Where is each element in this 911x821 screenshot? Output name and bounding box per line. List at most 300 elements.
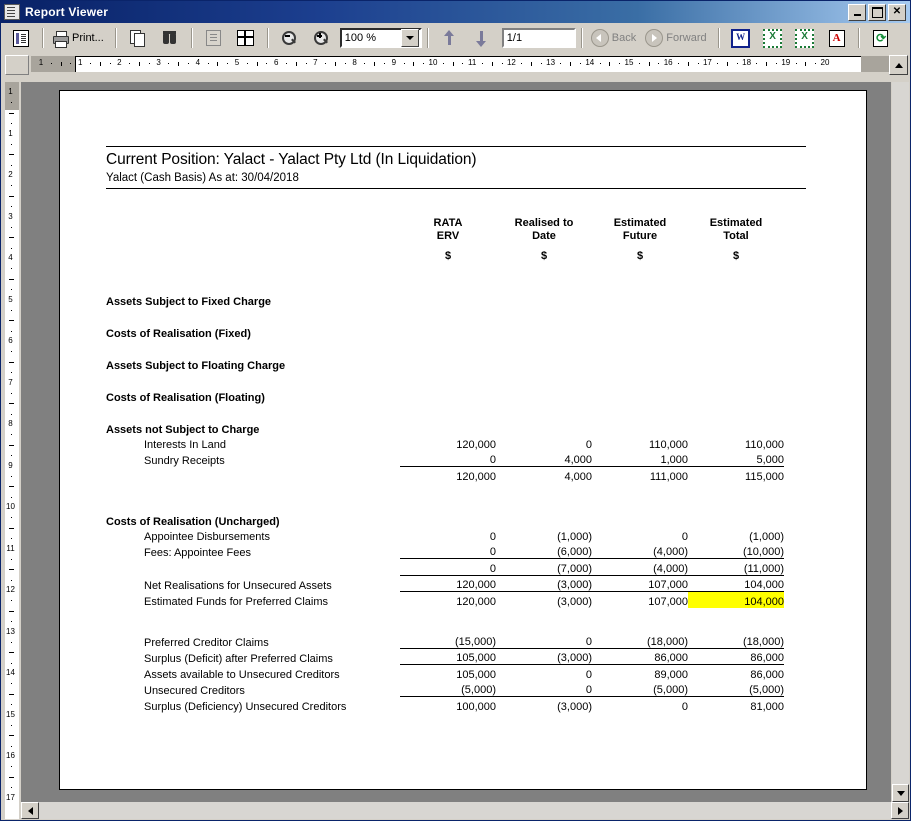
ruler-tick [11,538,12,539]
ruler-tick [9,569,14,570]
cell-value: 89,000 [592,665,688,681]
cell-value: 0 [585,636,592,649]
col2-line1: Estimated [613,217,667,229]
ruler-tick [11,559,12,560]
ruler-tick [756,63,757,64]
find-button[interactable] [154,25,186,51]
cell-value: (4,000) [653,546,688,559]
ruler-tick [11,206,12,207]
toolbar-separator [427,28,429,48]
export-word-button[interactable] [725,25,757,51]
section-label: Costs of Realisation (Floating) [106,391,265,404]
ruler-number: 13 [6,626,15,636]
row-label: Estimated Funds for Preferred Claims [144,595,329,608]
cell-value: 0 [681,531,688,544]
app-icon [4,4,20,20]
ruler-tick [306,63,307,64]
ruler-tick [188,63,189,64]
ruler-tick [502,63,503,64]
zoom-in-icon [313,30,330,47]
ruler-tick [11,621,12,622]
ruler-tick [9,486,14,487]
col3-unit: $ [732,250,740,262]
vertical-scrollbar[interactable] [891,82,909,802]
multi-page-grid-icon [237,30,254,46]
cell-value: (5,000) [749,684,784,697]
ruler-tick [374,62,375,66]
back-label: Back [611,32,637,44]
ruler-tick [9,403,14,404]
cell-value: 0 [489,531,496,544]
section-label: Assets not Subject to Charge [106,423,260,436]
ruler-tick [619,63,620,64]
ruler-tick [149,63,150,64]
cell-value: (11,000) [688,559,784,575]
ruler-number: 17 [702,58,712,67]
ruler-tick [600,63,601,64]
ruler-tick [9,694,14,695]
refresh-icon [873,30,888,47]
ruler-number: 10 [428,58,438,67]
cell-value: (3,000) [496,575,592,591]
ruler-number: 4 [195,58,201,67]
title-bar [1,1,910,23]
word-glyph: W [736,31,746,42]
cell-value: (15,000) [455,636,496,649]
cell-value: (1,000) [557,531,592,544]
cell-value: 5,000 [756,454,784,467]
export-excel-data-button[interactable] [789,25,821,51]
horizontal-scroll-track[interactable] [39,802,891,819]
cell-value: (1,000) [749,531,784,544]
ruler-tick [11,102,12,103]
ruler-number: 15 [6,709,15,719]
ruler-tick [453,62,454,66]
toolbar-separator [42,28,44,48]
table-row-subtotal [106,467,784,483]
horizontal-scrollbar[interactable] [21,802,909,819]
report-title: Current Position: Yalact - Yalact Pty Ltd (In Liquidation) [106,146,806,170]
ruler-tick [11,766,12,767]
ruler-tick [805,62,806,66]
ruler-number: 8 [8,419,13,428]
ruler-number: 9 [8,460,13,470]
ruler-tick [11,393,12,394]
ruler-tick [9,611,14,612]
single-page-view-button[interactable] [198,25,230,51]
report-page [59,90,867,790]
ruler-number: 1 [8,128,13,138]
ruler-tick [11,704,12,705]
zoom-level-input[interactable] [342,32,397,44]
refresh-glyph: ⟳ [876,30,887,45]
ruler-number: 17 [6,792,15,802]
col3-line1: Estimated [709,217,763,229]
ruler-number: 11 [6,543,15,553]
ruler-tick [11,600,12,601]
ruler-tick [11,787,12,788]
cell-value: (3,000) [496,592,592,608]
printer-icon [52,31,69,46]
cell-value: (4,000) [592,559,688,575]
next-page-button[interactable] [466,25,498,51]
cell-value: 105,000 [400,665,496,681]
ruler-tick [11,185,12,186]
ruler-tick [11,165,12,166]
minimize-button[interactable] [848,4,866,21]
zoom-in-button[interactable] [306,25,338,51]
col0-line2: ERV [436,229,460,242]
cell-value: 120,000 [400,467,496,483]
horizontal-ruler[interactable] [31,56,889,72]
forward-label: Forward [666,32,707,44]
ruler-tick [9,735,14,736]
ruler-tick [649,62,650,66]
row-label [106,467,400,483]
ruler-number: 5 [234,58,240,67]
ruler-tick [345,63,346,64]
toolbar-separator [858,28,860,48]
row-label: Unsecured Creditors [144,684,245,697]
report-body [106,146,806,713]
table-row [106,436,784,451]
cell-value: 107,000 [592,592,688,608]
scroll-left-button[interactable] [21,802,39,819]
cell-value: 120,000 [400,575,496,591]
export-excel-button[interactable] [757,25,789,51]
print-button[interactable] [49,25,110,51]
ruler-tick [11,310,12,311]
ruler-tick [541,63,542,64]
ruler-tick [737,63,738,64]
cell-value: (3,000) [496,697,592,713]
header-spacer [106,217,400,263]
ruler-tick [129,63,130,64]
ruler-tick [9,154,14,155]
ruler-tick [413,62,414,66]
report-subtitle: Yalact (Cash Basis) As at: 30/04/2018 [106,170,806,189]
ruler-tick [11,476,12,477]
cell-value: (7,000) [496,559,592,575]
ruler-tick [335,62,336,66]
column-header-estimated-total [688,217,784,263]
copy-icon [129,30,146,47]
back-arrow-icon [591,29,609,47]
col1-unit: $ [540,250,548,262]
column-header-rata-erv [400,217,496,263]
cell-value: 0 [585,684,592,697]
pdf-icon [829,30,845,47]
ruler-tick [521,63,522,64]
horizontal-ruler-row [1,54,910,74]
ruler-tick [325,63,326,64]
col0-line1: RATA [433,217,463,229]
column-header-estimated-future [592,217,688,263]
row-label: Sundry Receipts [144,454,225,467]
row-label: Fees: Appointee Fees [144,546,252,559]
page-number-input[interactable] [504,31,574,45]
section-assets-floating-charge [106,352,784,372]
scroll-down-button[interactable] [892,784,909,802]
page-number-field[interactable] [502,28,576,48]
table-header-row [106,217,784,263]
zoom-out-button[interactable] [274,25,306,51]
ruler-tick [698,63,699,64]
ruler-number: 12 [506,58,516,67]
ruler-tick [9,320,14,321]
section-costs-floating [106,384,784,404]
window-title: Report Viewer [25,5,109,19]
ruler-tick [580,63,581,64]
document-viewport[interactable] [21,82,891,802]
cell-value-highlighted: 104,000 [688,592,784,608]
section-costs-fixed [106,320,784,340]
section-costs-uncharged [106,508,784,528]
ruler-tick [560,63,561,64]
toolbar-separator [191,28,193,48]
ruler-number: 18 [742,58,752,67]
row-label: Surplus (Deficiency) Unsecured Creditors [144,700,347,713]
toolbar-separator [718,28,720,48]
table-row [106,681,784,697]
table-row-subtotal [106,559,784,575]
ruler-number: 5 [8,294,13,304]
ruler-tick [100,62,101,66]
ruler-tick [11,683,12,684]
ruler-tick [776,63,777,64]
maximize-button[interactable] [868,4,886,21]
ruler-tick [815,63,816,64]
cell-value: 0 [585,438,592,451]
spacer [106,483,784,508]
toolbar [1,23,910,54]
cell-value: 0 [400,559,496,575]
ruler-tick [658,63,659,64]
ruler-tick [462,63,463,64]
column-header-realised-to-date [496,217,592,263]
table-row [106,543,784,559]
ruler-number: 15 [624,58,634,67]
excel-data-icon [795,29,814,48]
scroll-up-button-top[interactable] [889,55,908,75]
ruler-tick [688,62,689,66]
ruler-number: 20 [820,58,830,67]
chevron-down-icon[interactable] [401,29,419,47]
table-row-subtotal [106,649,784,665]
cell-value: 86,000 [688,649,784,665]
word-document-icon [731,29,750,48]
ruler-tick [11,248,12,249]
ruler-number: 14 [6,668,15,677]
multi-page-view-button[interactable] [230,25,262,51]
cell-value: 4,000 [564,454,592,467]
back-button[interactable] [588,25,642,51]
close-button[interactable]: ✕ [888,4,906,21]
ruler-tick [364,63,365,64]
section-assets-not-subject-to-charge [106,416,784,436]
ruler-tick [11,144,12,145]
ruler-tick [11,497,12,498]
ruler-number: 19 [781,58,791,67]
ruler-tick [443,63,444,64]
copy-button[interactable] [122,25,154,51]
ruler-tick [9,652,14,653]
ruler-tick [482,63,483,64]
ruler-tick [11,414,12,415]
row-label: Surplus (Deficit) after Preferred Claims [144,652,333,665]
ruler-tick [717,63,718,64]
col1-line2: Date [532,229,556,242]
spacer [106,340,784,352]
ruler-tick [11,268,12,269]
row-label [106,559,400,575]
binoculars-search-icon [161,30,178,47]
scroll-right-button[interactable] [891,802,909,819]
ruler-tick [766,62,767,66]
ruler-tick [9,445,14,446]
row-label: Assets available to Unsecured Creditors [144,668,340,681]
cell-value: 120,000 [456,438,496,451]
cell-value: (3,000) [496,649,592,665]
ruler-tick [266,63,267,64]
cell-value: (5,000) [653,684,688,697]
ruler-tick [531,62,532,66]
ruler-tick [423,63,424,64]
table-row [106,633,784,649]
cell-value: 110,000 [745,438,784,451]
cell-value: 0 [592,697,688,713]
ruler-number: 3 [8,211,13,221]
section-label: Assets Subject to Fixed Charge [106,295,272,308]
ruler-tick [11,227,12,228]
ruler-tick [257,62,258,66]
cell-value: 4,000 [496,467,592,483]
spacer [106,263,784,288]
ruler-number: 14 [585,58,595,67]
spacer [106,404,784,416]
ruler-tick [384,63,385,64]
ruler-tick [296,62,297,66]
table-row-net-realisations [106,575,784,591]
zoom-level-combobox[interactable] [340,28,422,48]
excel-data-glyph: X [801,30,808,42]
ruler-tick [227,63,228,64]
section-label: Assets Subject to Floating Charge [106,359,286,372]
col2-unit: $ [636,250,644,262]
previous-page-button[interactable] [434,25,466,51]
cell-value: 104,000 [688,575,784,591]
cell-value: (18,000) [743,636,784,649]
ruler-number: 4 [8,253,13,262]
ruler-tick [11,725,12,726]
ruler-tick [247,63,248,64]
ruler-number: 11 [468,58,477,67]
ruler-number: 6 [273,58,279,67]
col2-line2: Future [622,229,658,242]
section-label: Costs of Realisation (Fixed) [106,327,251,340]
row-label: Appointee Disbursements [144,531,270,544]
ruler-number: 8 [352,58,357,67]
ruler-tick [11,434,12,435]
ruler-number: 16 [663,58,673,67]
ruler-tick [9,777,14,778]
excel-glyph: X [769,30,776,42]
ruler-corner-box[interactable] [5,55,29,75]
single-page-icon [206,30,221,46]
col1-line1: Realised to [514,217,574,229]
forward-button[interactable] [642,25,712,51]
ruler-number: 16 [6,751,15,760]
ruler-number: 1 [38,58,44,67]
ruler-tick [11,746,12,747]
cell-value: 81,000 [688,697,784,713]
cell-value: 100,000 [400,697,496,713]
ruler-tick [217,62,218,66]
ruler-tick [9,528,14,529]
toolbar-separator [115,28,117,48]
cell-value: 0 [489,454,496,467]
section-assets-fixed-charge [106,288,784,308]
ruler-number: 7 [313,58,318,67]
window-controls [848,4,906,21]
ruler-tick [11,580,12,581]
current-position-table [106,217,784,713]
zoom-out-icon [281,30,298,47]
export-pdf-button[interactable] [821,25,853,51]
ruler-tick [609,62,610,66]
vertical-scroll-track[interactable] [892,82,909,784]
vertical-ruler[interactable] [2,82,21,819]
ruler-tick [11,123,12,124]
cell-value: 86,000 [592,649,688,665]
table-of-contents-button[interactable] [5,25,37,51]
ruler-number: 10 [6,502,15,511]
ruler-tick [796,63,797,64]
ruler-tick [11,642,12,643]
ruler-number: 1 [77,58,83,67]
print-label: Print... [72,32,104,44]
ruler-tick [11,455,12,456]
ruler-tick [639,63,640,64]
cell-value: 111,000 [592,467,688,483]
ruler-tick [9,113,14,114]
cell-value: 86,000 [688,665,784,681]
row-label: Net Realisations for Unsecured Assets [144,579,332,592]
ruler-number: 1 [8,87,13,96]
row-label: Interests In Land [144,438,226,451]
cell-value: 0 [496,665,592,681]
ruler-tick [286,63,287,64]
main-area [2,82,909,819]
ruler-number: 7 [8,377,13,387]
table-row [106,528,784,543]
ruler-tick [570,62,571,66]
arrow-down-icon [473,30,490,47]
table-row [106,451,784,467]
ruler-tick [727,62,728,66]
spacer [106,608,784,633]
ruler-tick [11,331,12,332]
refresh-button[interactable] [865,25,897,51]
cell-value: (18,000) [647,636,688,649]
ruler-number: 9 [391,58,397,67]
row-label: Preferred Creditor Claims [144,636,269,649]
cell-value: 115,000 [688,467,784,483]
excel-spreadsheet-icon [763,29,782,48]
ruler-tick [492,62,493,66]
arrow-up-icon [441,30,458,47]
table-row-estimated-funds [106,592,784,608]
